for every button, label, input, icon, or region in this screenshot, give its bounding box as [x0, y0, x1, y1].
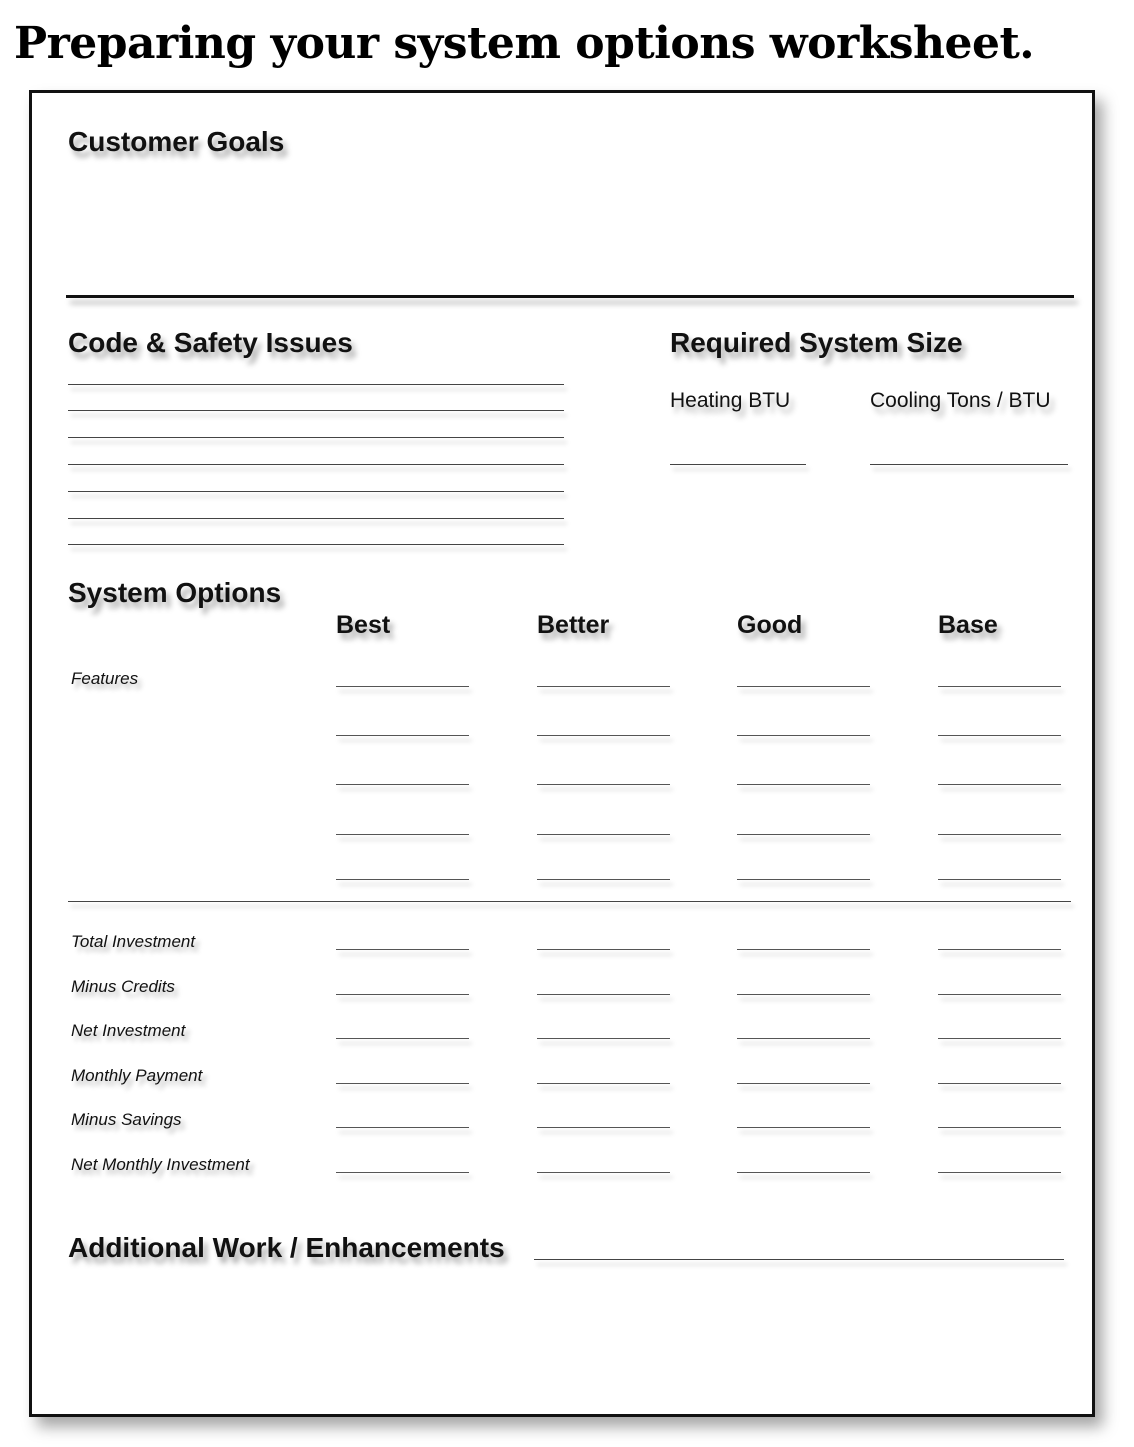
feature-better-5[interactable] — [537, 879, 670, 880]
feature-base-1[interactable] — [938, 686, 1061, 687]
feature-best-1[interactable] — [336, 686, 469, 687]
feature-good-3[interactable] — [737, 784, 870, 785]
feature-base-4[interactable] — [938, 834, 1061, 835]
feature-best-5[interactable] — [336, 879, 469, 880]
additional-work-heading: Additional Work / Enhancements — [68, 1232, 505, 1263]
code-safety-heading: Code & Safety Issues — [68, 327, 353, 358]
minus-savings-better[interactable] — [537, 1127, 670, 1128]
monthly-payment-base[interactable] — [938, 1083, 1061, 1084]
net-monthly-investment-best[interactable] — [336, 1172, 469, 1173]
row-label-total-investment: Total Investment — [71, 932, 196, 951]
row-label-minus-credits: Minus Credits — [71, 977, 175, 996]
feature-good-5[interactable] — [737, 879, 870, 880]
code-safety-line-3[interactable] — [68, 437, 564, 438]
code-safety-line-7[interactable] — [68, 544, 564, 545]
column-base: Base — [938, 611, 998, 639]
code-safety-line-2[interactable] — [68, 410, 564, 411]
total-investment-good[interactable] — [737, 949, 870, 950]
minus-credits-best[interactable] — [336, 994, 469, 995]
feature-better-2[interactable] — [537, 735, 670, 736]
net-monthly-investment-good[interactable] — [737, 1172, 870, 1173]
cooling-label: Cooling Tons / BTU — [870, 389, 1051, 412]
code-safety-line-5[interactable] — [68, 491, 564, 492]
cooling-field[interactable] — [870, 464, 1068, 465]
column-good: Good — [737, 611, 803, 639]
feature-better-3[interactable] — [537, 784, 670, 785]
system-options-heading: System Options — [68, 577, 282, 608]
heating-btu-field[interactable] — [670, 464, 806, 465]
feature-base-2[interactable] — [938, 735, 1061, 736]
minus-savings-base[interactable] — [938, 1127, 1061, 1128]
code-safety-line-1[interactable] — [68, 384, 564, 385]
row-label-net-investment: Net Investment — [71, 1021, 186, 1040]
additional-work-line[interactable] — [534, 1259, 1064, 1260]
net-investment-good[interactable] — [737, 1038, 870, 1039]
row-label-net-monthly-investment: Net Monthly Investment — [71, 1155, 250, 1174]
minus-credits-better[interactable] — [537, 994, 670, 995]
monthly-payment-better[interactable] — [537, 1083, 670, 1084]
row-label-minus-savings: Minus Savings — [71, 1110, 182, 1129]
net-investment-best[interactable] — [336, 1038, 469, 1039]
minus-credits-base[interactable] — [938, 994, 1061, 995]
heating-btu-label: Heating BTU — [670, 389, 791, 412]
customer-goals-divider — [66, 295, 1074, 298]
net-investment-better[interactable] — [537, 1038, 670, 1039]
code-safety-line-6[interactable] — [68, 518, 564, 519]
additional-work-area[interactable] — [68, 1278, 1068, 1398]
customer-goals-area[interactable] — [68, 169, 1068, 289]
feature-best-4[interactable] — [336, 834, 469, 835]
feature-good-1[interactable] — [737, 686, 870, 687]
feature-better-4[interactable] — [537, 834, 670, 835]
feature-best-2[interactable] — [336, 735, 469, 736]
net-monthly-investment-better[interactable] — [537, 1172, 670, 1173]
page-title: Preparing your system options worksheet. — [14, 18, 1035, 69]
minus-savings-best[interactable] — [336, 1127, 469, 1128]
feature-good-2[interactable] — [737, 735, 870, 736]
minus-savings-good[interactable] — [737, 1127, 870, 1128]
feature-base-3[interactable] — [938, 784, 1061, 785]
code-safety-line-4[interactable] — [68, 464, 564, 465]
features-label: Features — [71, 669, 139, 688]
worksheet-panel — [29, 90, 1095, 1417]
column-best: Best — [336, 611, 391, 639]
feature-good-4[interactable] — [737, 834, 870, 835]
monthly-payment-best[interactable] — [336, 1083, 469, 1084]
customer-goals-heading: Customer Goals — [68, 126, 285, 157]
row-label-monthly-payment: Monthly Payment — [71, 1066, 203, 1085]
total-investment-base[interactable] — [938, 949, 1061, 950]
net-monthly-investment-base[interactable] — [938, 1172, 1061, 1173]
total-investment-best[interactable] — [336, 949, 469, 950]
feature-better-1[interactable] — [537, 686, 670, 687]
minus-credits-good[interactable] — [737, 994, 870, 995]
net-investment-base[interactable] — [938, 1038, 1061, 1039]
monthly-payment-good[interactable] — [737, 1083, 870, 1084]
feature-best-3[interactable] — [336, 784, 469, 785]
total-investment-better[interactable] — [537, 949, 670, 950]
column-better: Better — [537, 611, 610, 639]
required-size-heading: Required System Size — [670, 327, 963, 358]
feature-base-5[interactable] — [938, 879, 1061, 880]
options-divider — [68, 901, 1071, 902]
